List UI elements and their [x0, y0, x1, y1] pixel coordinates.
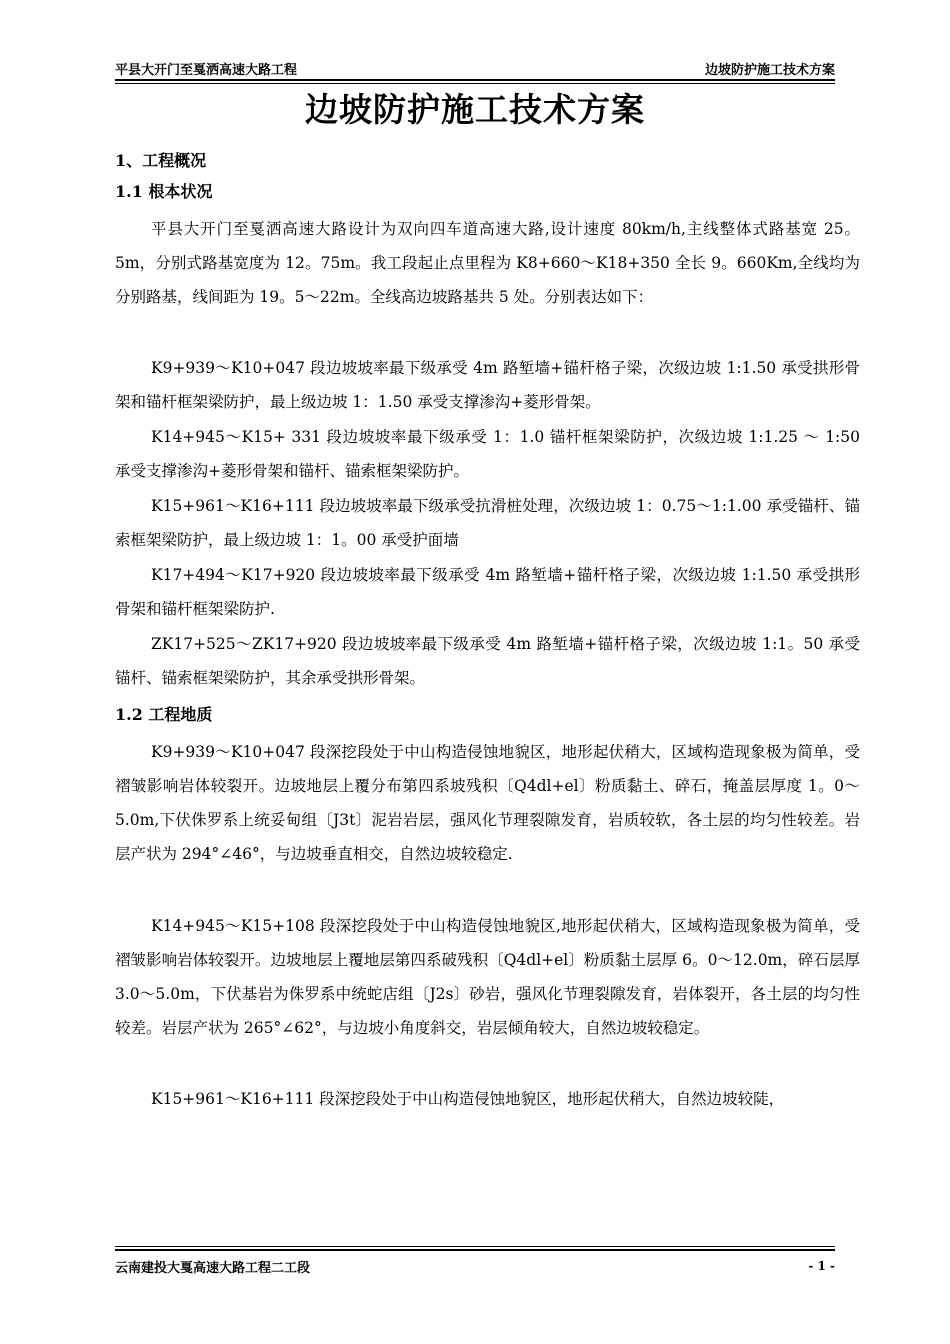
paragraph-overview: 平县大开门至戛洒高速大路设计为双向四车道高速大路,设计速度 80km/h,主线整体式路基宽 25。5m，分别式路基宽度为 12。75m。我工段起止点里程为 K8+660～K18+350 全长 9。660Km,全线均为分别路基，线间距为 19。5～22m。全线高边坡路基共 5 处。分别表达如下： [115, 220, 860, 306]
header-project-name: 平县大开门至戛洒高速大路工程 [115, 63, 298, 78]
paragraph-geology-2: K14+945～K15+108 段深挖段处于中山构造侵蚀地貌区,地形起伏稍大，区域构造现象极为简单，受褶皱影响岩体较裂开。边坡地层上覆地层第四系破残积〔Q4dl+el〕粉质黏土层厚 6。0～12.0m，碎石层厚 3.0～5.0m，下伏基岩为侏罗系中统蛇店组〔J2s〕砂岩，强风化节理裂隙发育，岩体裂开，各土层的均匀性较差。岩层产状为 265°∠62°，与边坡小角度斜交，岩层倾角较大，自然边坡较稳定。 [115, 917, 860, 1037]
paragraph-slope-4: K17+494～K17+920 段边坡坡率最下级承受 4m 路堑墙+锚杆格子梁，次级边坡 1:1.50 承受拱形骨架和锚杆框架梁防护. [115, 566, 860, 618]
paragraph-slope-5: ZK17+525～ZK17+920 段边坡坡率最下级承受 4m 路堑墙+锚杆格子梁，次级边坡 1:1。50 承受锚杆、锚索框架梁防护，其余承受拱形骨架。 [115, 635, 860, 687]
header-rule-thick [115, 79, 835, 81]
section-heading-1-1: 1.1 根本状况 [115, 182, 213, 201]
document-title: 边坡防护施工技术方案 [305, 90, 645, 129]
page-number: - 1 - [808, 1259, 835, 1273]
footer-company-name: 云南建投大戛高速大路工程二工段 [115, 1260, 311, 1276]
section-heading-1: 1、工程概况 [115, 151, 207, 170]
section-heading-1-2: 1.2 工程地质 [115, 705, 213, 724]
paragraph-slope-2: K14+945～K15+ 331 段边坡坡率最下级承受 1：1.0 锚杆框架梁防护，次级边坡 1:1.25 ～ 1:50 承受支撑渗沟+菱形骨架和锚杆、锚索框架梁防护。 [115, 428, 860, 480]
header-document-name: 边坡防护施工技术方案 [704, 63, 835, 78]
paragraph-slope-3: K15+961～K16+111 段边坡坡率最下级承受抗滑桩处理，次级边坡 1：0.75～1:1.00 承受锚杆、锚索框架梁防护，最上级边坡 1：1。00 承受护面墙 [115, 497, 860, 549]
footer-rule-thick [115, 1249, 835, 1251]
paragraph-geology-3: K15+961～K16+111 段深挖段处于中山构造侵蚀地貌区，地形起伏稍大，自然边坡较陡， [151, 1090, 785, 1108]
header-rule-thin [115, 83, 835, 84]
paragraph-geology-1: K9+939～K10+047 段深挖段处于中山构造侵蚀地貌区，地形起伏稍大，区域构造现象极为简单，受褶皱影响岩体较裂开。边坡地层上覆分布第四系坡残积〔Q4dl+el〕粉质黏土、碎石，掩盖层厚度 1。0～5.0m,下伏侏罗系上统妥甸组〔J3t〕泥岩岩层，强风化节理裂隙发育，岩质较软，各土层的均匀性较差。岩层产状为 294°∠46°，与边坡垂直相交，自然边坡较稳定. [115, 743, 860, 863]
page-footer [115, 1256, 835, 1276]
footer-rule-thin [115, 1246, 835, 1247]
page-header [115, 58, 835, 78]
paragraph-slope-1: K9+939～K10+047 段边坡坡率最下级承受 4m 路堑墙+锚杆格子梁，次级边坡 1:1.50 承受拱形骨架和锚杆框架梁防护，最上级边坡 1：1.50 承受支撑渗沟+菱形骨架。 [115, 359, 860, 411]
